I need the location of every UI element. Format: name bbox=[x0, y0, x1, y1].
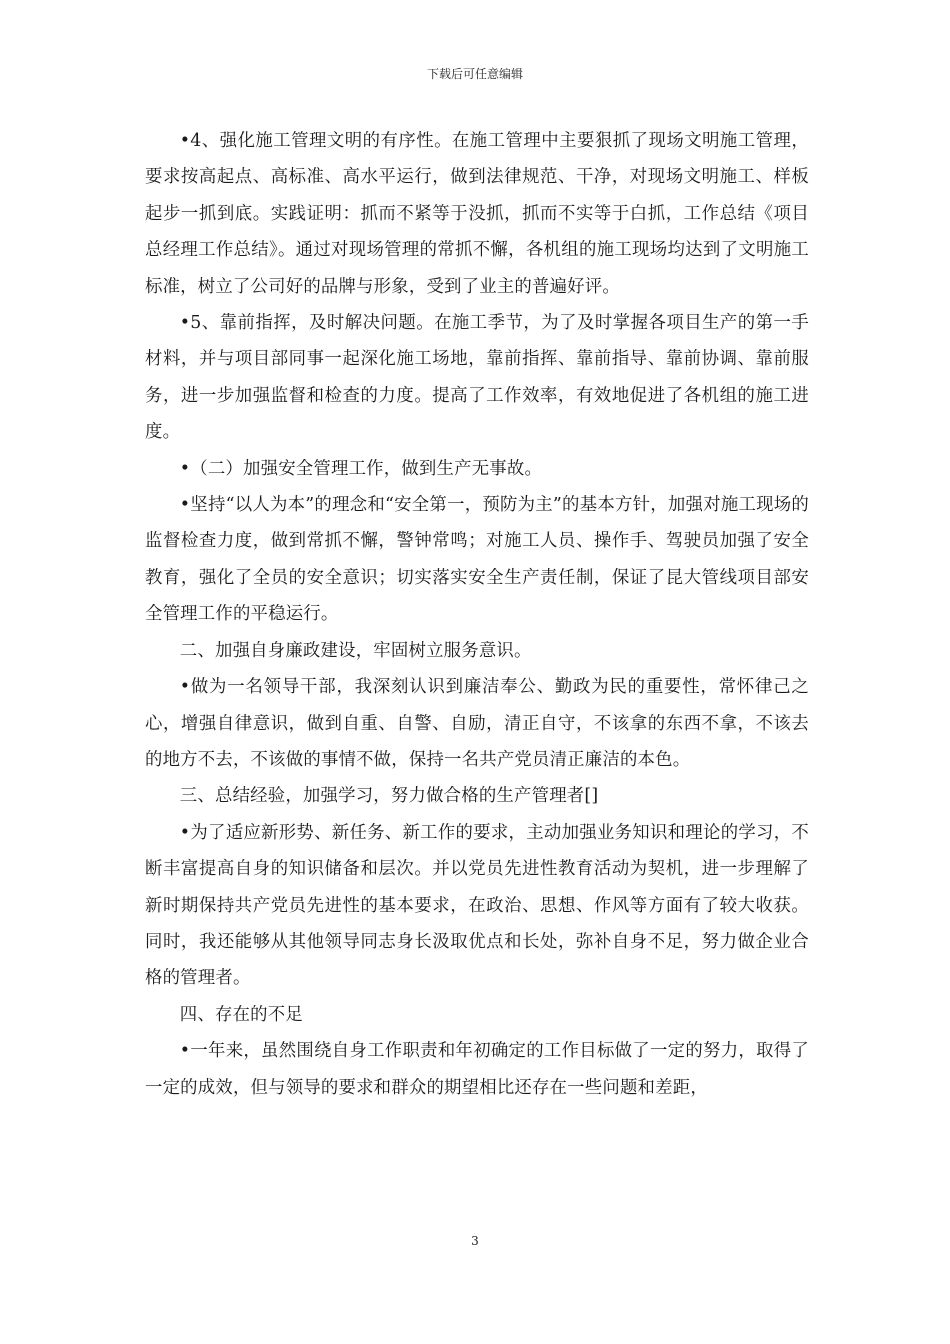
page-number: 3 bbox=[471, 1234, 479, 1248]
paragraph-front-line-command: •5、靠前指挥，及时解决问题。在施工季节，为了及时掌握各项目生产的第一手材料，并与项目部同事一起深化施工场地，靠前指挥、靠前指导、靠前协调、靠前服务，进一步加强监督和检查的力度。提高了工作效率，有效地促进了各机组的施工进度。 bbox=[145, 313, 809, 443]
paragraph-civilized-construction: •4、强化施工管理文明的有序性。在施工管理中主要狠抓了现场文明施工管理，要求按高起点、高标准、高水平运行，做到法律规范、干净，对现场文明施工、样板起步一抓到底。实践证明：抓而不紧等于没抓，抓而不实等于白抓，工作总结《项目总经理工作总结》。通过对现场管理的常抓不懈，各机组的施工现场均达到了文明施工标准，树立了公司好的品牌与形象，受到了业主的普遍好评。 bbox=[145, 131, 809, 297]
paragraph-shortcomings: •一年来，虽然围绕自身工作职责和年初确定的工作目标做了一定的努力，取得了一定的成效，但与领导的要求和群众的期望相比还存在一些问题和差距， bbox=[145, 1041, 809, 1098]
section-heading-integrity: 二、加强自身廉政建设，牢固树立服务意识。 bbox=[179, 640, 532, 661]
document-body bbox=[145, 123, 809, 1106]
paragraph-safety-heading: •（二）加强安全管理工作，做到生产无事故。 bbox=[179, 458, 543, 479]
paragraph-safety-policy: •坚持“以人为本”的理念和“安全第一，预防为主”的基本方针，加强对施工现场的监督检查力度，做到常抓不懈，警钟常鸣；对施工人员、操作手、驾驶员加强了安全教育，强化了全员的安全意识；切实落实安全生产责任制，保证了昆大管线项目部安全管理工作的平稳运行。 bbox=[145, 495, 809, 625]
section-heading-learning: 三、总结经验，加强学习，努力做合格的生产管理者[] bbox=[179, 786, 599, 807]
section-heading-shortcomings: 四、存在的不足 bbox=[179, 1004, 303, 1025]
paragraph-learning: •为了适应新形势、新任务、新工作的要求，主动加强业务知识和理论的学习，不断丰富提高自身的知识储备和层次。并以党员先进性教育活动为契机，进一步理解了新时期保持共产党员先进性的基本要求，在政治、思想、作风等方面有了较大收获。同时，我还能够从其他领导同志身长汲取优点和长处，弥补自身不足，努力做企业合格的管理者。 bbox=[145, 822, 809, 989]
paragraph-integrity: •做为一名领导干部，我深刻认识到廉洁奉公、勤政为民的重要性，常怀律己之心，增强自律意识，做到自重、自警、自励，清正自守，不该拿的东西不拿，不该去的地方不去，不该做的事情不做，保持一名共产党员清正廉洁的本色。 bbox=[145, 677, 809, 770]
page-header: 下载后可任意编辑 bbox=[426, 67, 523, 81]
